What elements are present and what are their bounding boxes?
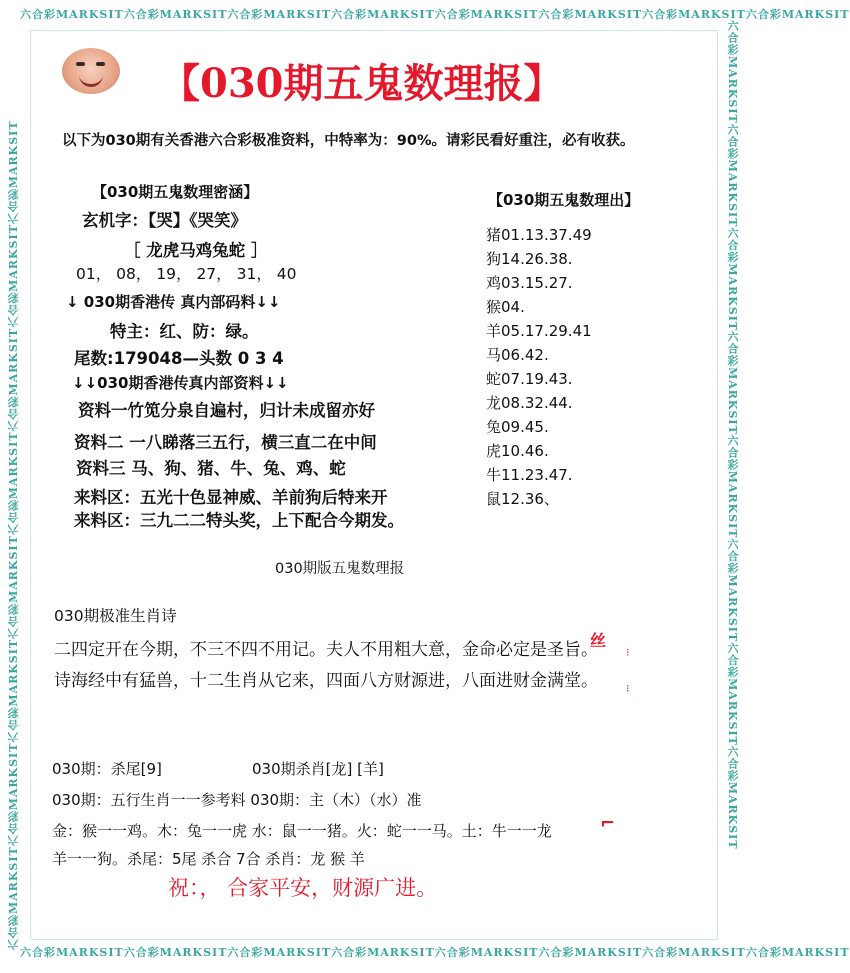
border-bottom-watermark: 六合彩MARKSIT六合彩MARKSIT六合彩MARKSIT六合彩MARKSIT六合彩MARKSIT六合彩MARKSIT六合彩MARKSIT六合彩MARKSIT bbox=[20, 946, 850, 959]
poem-heading: 030期极准生肖诗 bbox=[54, 607, 177, 625]
wuxing-list: 金：猴一一鸡。木：兔一一虎 水：鼠一一猪。火：蛇一一马。土：牛一一龙 bbox=[52, 822, 552, 840]
hk-heading-1: ↓ 030期香港传 真内部码料↓↓ bbox=[66, 293, 281, 311]
zodiac-list: ［ 龙虎马鸡兔蛇 ］ bbox=[124, 241, 268, 260]
list-item: 猪01.13.37.49 bbox=[486, 226, 592, 244]
red-dot-marks: ⁝ bbox=[626, 682, 630, 695]
intro-text: 以下为030期有关香港六合彩极准资料，中特率为：90%。请彩民看好重注，必有收获。 bbox=[62, 133, 635, 149]
list-item: 牛11.23.47. bbox=[486, 466, 573, 484]
avatar-face-icon bbox=[62, 48, 120, 94]
poem-line-1: 二四定开在今期，不三不四不用记。夫人不用粗大意，金命必定是圣旨。 bbox=[54, 640, 598, 660]
border-left-watermark: 六合彩MARKSIT六合彩MARKSIT六合彩MARKSIT六合彩MARKSIT六合彩MARKSIT六合彩MARKSIT六合彩MARKSIT六合彩MARKSIT bbox=[7, 120, 20, 950]
ziliao-2: 资料二 一八睇落三五行，横三直二在中间 bbox=[74, 433, 377, 452]
wuxing-list-2: 羊一一狗。杀尾：5尾 杀合 7合 杀肖：龙 猴 羊 bbox=[52, 850, 365, 868]
list-item: 龙08.32.44. bbox=[486, 394, 573, 412]
laiqu-2: 来料区：三九二二特头奖，上下配合今期发。 bbox=[74, 511, 404, 530]
section-title: 030期版五鬼数理报 bbox=[275, 561, 405, 577]
border-right-watermark: 六合彩MARKSIT六合彩MARKSIT六合彩MARKSIT六合彩MARKSIT六合彩MARKSIT六合彩MARKSIT六合彩MARKSIT六合彩MARKSIT bbox=[726, 20, 739, 850]
blessing-text: 祝：， 合家平安，财源广进。 bbox=[168, 876, 438, 900]
list-item: 羊05.17.29.41 bbox=[486, 322, 592, 340]
list-item: 蛇07.19.43. bbox=[486, 370, 573, 388]
list-item: 猴04. bbox=[486, 298, 525, 316]
page-title: 【030期五鬼数理报】 bbox=[160, 60, 564, 107]
ziliao-1: 资料一竹笕分泉自遍村，归计未成留亦好 bbox=[78, 401, 375, 420]
list-item: 鼠12.36、 bbox=[486, 490, 559, 508]
tezhu-text: 特主：红、防：绿。 bbox=[110, 322, 259, 341]
kill-zodiac: 030期杀肖[龙] [羊] bbox=[252, 760, 384, 778]
red-stamp-mark: 丝 bbox=[590, 631, 607, 650]
hk-heading-2: ↓↓030期香港传真内部资料↓↓ bbox=[72, 374, 289, 392]
ziliao-3: 资料三 马、狗、猪、牛、兔、鸡、蛇 bbox=[76, 459, 346, 478]
red-dot-marks: ⁝ bbox=[626, 646, 630, 659]
list-item: 鸡03.15.27. bbox=[486, 274, 573, 292]
poem-line-2: 诗海经中有猛兽，十二生肖从它来，四面八方财源进，八面进财金满堂。 bbox=[54, 671, 598, 691]
list-item: 马06.42. bbox=[486, 346, 549, 364]
list-item: 狗14.26.38. bbox=[486, 250, 573, 268]
xuanji-text: 玄机字：【哭】《哭笑》 bbox=[82, 211, 247, 230]
number-list: 01， 08， 19， 27， 31， 40 bbox=[76, 265, 297, 283]
right-heading: 【030期五鬼数理出】 bbox=[488, 191, 640, 209]
wuxing-heading: 030期：五行生肖一一参考料 030期：主（木）（水）准 bbox=[52, 791, 422, 809]
laiqu-1: 来料区：五光十色显神威、羊前狗后特来开 bbox=[74, 488, 388, 507]
left-heading: 【030期五鬼数理密涵】 bbox=[92, 183, 259, 201]
weishu-text: 尾数:179048—头数 0 3 4 bbox=[74, 349, 284, 368]
kill-tail: 030期：杀尾[9] bbox=[52, 760, 162, 778]
list-item: 虎10.46. bbox=[486, 442, 549, 460]
list-item: 兔09.45. bbox=[486, 418, 549, 436]
red-stamp-mark: ⌐ bbox=[600, 813, 616, 834]
border-top-watermark: 六合彩MARKSIT六合彩MARKSIT六合彩MARKSIT六合彩MARKSIT六合彩MARKSIT六合彩MARKSIT六合彩MARKSIT六合彩MARKSIT bbox=[20, 8, 850, 21]
